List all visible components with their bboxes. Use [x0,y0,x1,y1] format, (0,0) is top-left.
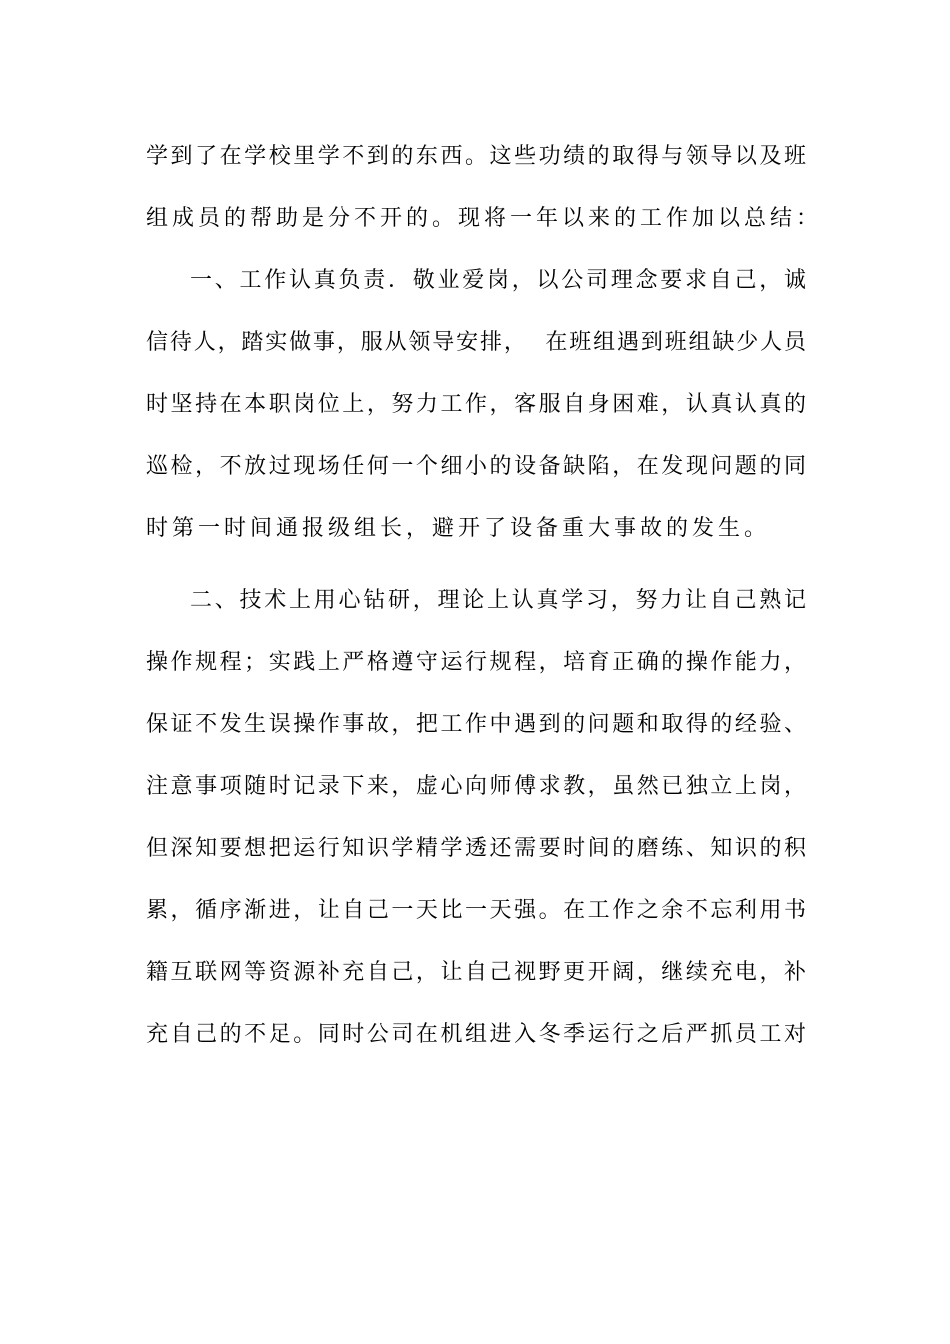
text-line: 信待人，踏实做事，服从领导安排， 在班组遇到班组缺少人员 [146,330,806,355]
text-line: 累，循序渐进，让自己一天比一天强。在工作之余不忘利用书 [146,898,806,923]
text-line: 充自己的不足。同时公司在机组进入冬季运行之后严抓员工对 [146,1022,806,1047]
text-line: 操作规程；实践上严格遵守运行规程，培育正确的操作能力， [146,650,806,675]
text-line: 注意事项随时记录下来，虚心向师傅求教，虽然已独立上岗， [146,774,806,799]
text-line: 巡检，不放过现场任何一个细小的设备缺陷，在发现问题的同 [146,454,806,479]
text-line: 学到了在学校里学不到的东西。这些功绩的取得与领导以及班 [146,144,806,169]
body-text [146,126,823,1066]
text-line: 籍互联网等资源补充自己，让自己视野更开阔，继续充电，补 [146,960,806,985]
text-line: 时第一时间通报级组长，避开了设备重大事故的发生。 [146,516,771,541]
paragraph-first-line: 一、工作认真负责．敬业爱岗，以公司理念要求自己，诚 [190,268,806,293]
text-line: 保证不发生误操作事故，把工作中遇到的问题和取得的经验、 [146,712,806,737]
paragraph-first-line: 二、技术上用心钻研，理论上认真学习，努力让自己熟记 [190,588,806,613]
text-line: 时坚持在本职岗位上，努力工作，客服自身困难，认真认真的 [146,392,806,417]
text-line: 但深知要想把运行知识学精学透还需要时间的磨练、知识的积 [146,836,806,861]
text-line: 组成员的帮助是分不开的。现将一年以来的工作加以总结： [146,206,823,231]
